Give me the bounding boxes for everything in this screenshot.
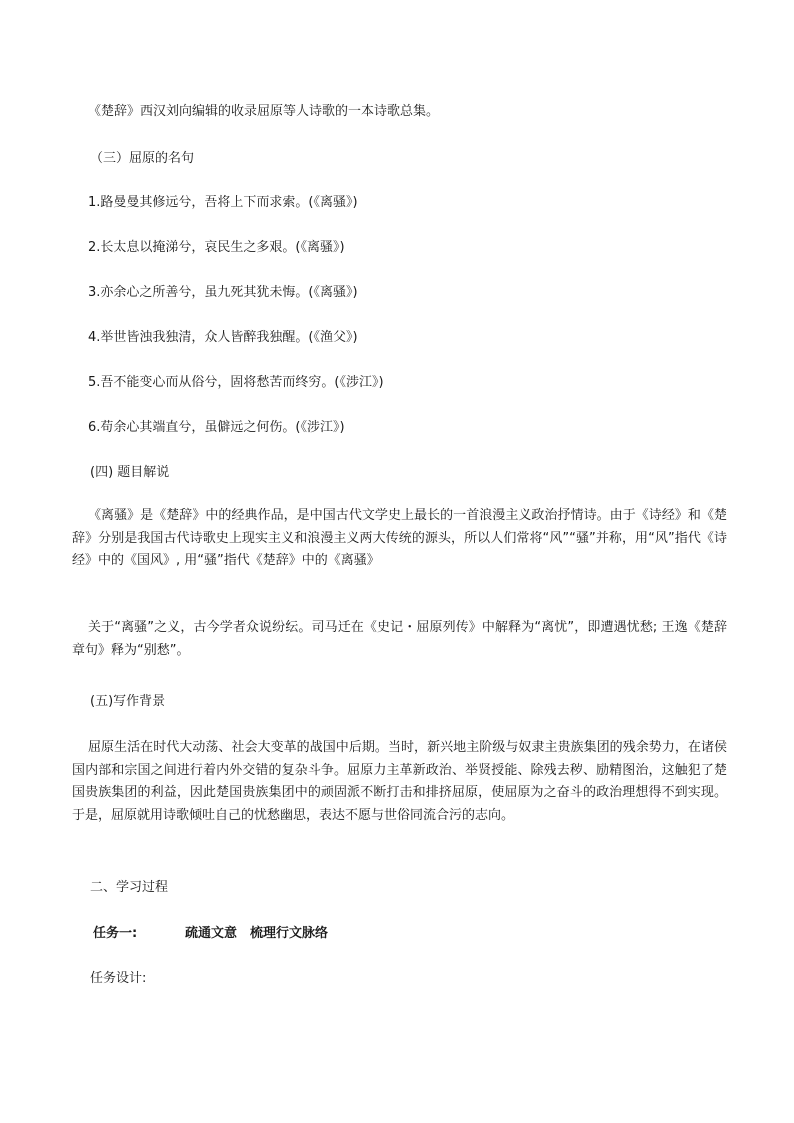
quote-5: 5.吾不能变心而从俗兮，固将愁苦而终穷。(《涉江》)	[88, 375, 384, 390]
section-5-paragraph: 屈原生活在时代大动荡、社会大变革的战国中后期。当时，新兴地主阶级与奴隶主贵族集团的残余势力，在诸侯国内部和宗国之间进行着内外交错的复杂斗争。屈原力主革新政治、举贤授能、除残去秽、励精图治，这触犯了楚国贵族集团的利益，因此楚国贵族集团中的顽固派不断打击和排挤屈原，使屈原为之奋斗的政治理想得不到实现。于是，屈原就用诗歌倾吐自己的忧愁幽思，表达不愿与世俗同流合污的志向。	[72, 740, 727, 823]
task-1-title: 疏通文意 梳理行文脉络	[185, 926, 329, 941]
section-3-heading: （三）屈原的名句	[90, 151, 195, 166]
quote-1: 1.路曼曼其修远兮，吾将上下而求索。(《离骚》)	[88, 195, 358, 210]
quote-3: 3.亦余心之所善兮，虽九死其犹未悔。(《离骚》)	[88, 285, 358, 300]
part-2-heading: 二、学习过程	[90, 880, 169, 895]
section-4-heading: (四) 题目解说	[90, 465, 170, 480]
quote-2: 2.长太息以掩涕兮，哀民生之多艰。(《离骚》)	[88, 240, 345, 255]
task-design-label: 任务设计:	[90, 971, 147, 986]
quote-4: 4.举世皆浊我独清，众人皆醉我独醒。(《渔父》)	[88, 330, 358, 345]
section-4-paragraph-1: 《离骚》是《楚辞》中的经典作品，是中国古代文学史上最长的一首浪漫主义政治抒情诗。由于《诗经》和《楚辞》分别是我国古代诗歌史上现实主义和浪漫主义两大传统的源头，所以人们常将“风”“骚”并称，用“风”指代《诗经》中的《国风》, 用“骚”指代《楚辞》中的《离骚》	[72, 508, 727, 568]
section-5-heading: (五)写作背景	[90, 694, 166, 709]
task-1-label: 任务一:	[93, 926, 138, 941]
section-4-paragraph-2: 关于“离骚”之义，古今学者众说纷纭。司马迁在《史记・屈原列传》中解释为“离忧”，即遭遇忧愁; 王逸《楚辞章句》释为“别愁”。	[72, 620, 727, 658]
quote-6: 6.苟余心其端直兮，虽僻远之何伤。(《涉江》)	[88, 420, 345, 435]
intro-line: 《楚辞》西汉刘向编辑的收录屈原等人诗歌的一本诗歌总集。	[88, 104, 440, 119]
